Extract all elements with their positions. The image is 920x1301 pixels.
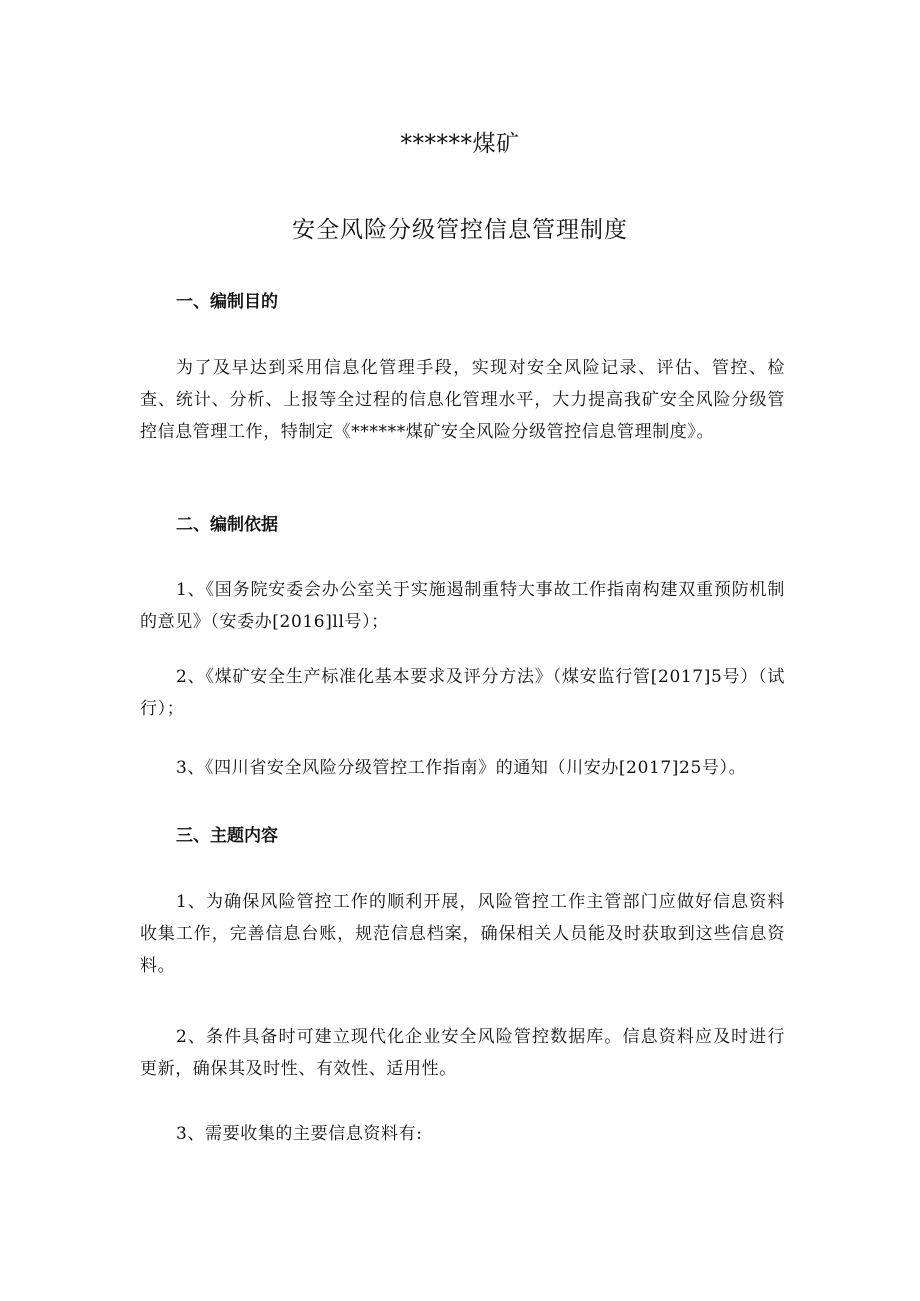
paragraph-content-2: 2、条件具备时可建立现代化企业安全风险管控数据库。信息资料应及时进行更新，确保其及时性、有效性、适用性。 <box>140 1027 785 1079</box>
paragraph-basis-1: 1、《国务院安委会办公室关于实施遏制重特大事故工作指南构建双重预防机制的意见》（安委办[2016]ll号）； <box>140 580 785 632</box>
document-title: ******煤矿 <box>400 131 520 157</box>
section-heading-content: 三、主题内容 <box>176 826 278 846</box>
section-heading-purpose: 一、编制目的 <box>176 292 278 312</box>
document-subtitle: 安全风险分级管控信息管理制度 <box>292 217 628 243</box>
paragraph-basis-3: 3、《四川省安全风险分级管控工作指南》的通知（川安办[2017]25号）。 <box>176 758 747 778</box>
paragraph-content-3: 3、需要收集的主要信息资料有: <box>176 1124 423 1144</box>
paragraph-content-1: 1、为确保风险管控工作的顺利开展，风险管控工作主管部门应做好信息资料收集工作，完善信息台账，规范信息档案，确保相关人员能及时获取到这些信息资料。 <box>140 892 785 976</box>
paragraph-purpose: 为了及早达到采用信息化管理手段，实现对安全风险记录、评估、管控、检查、统计、分析、上报等全过程的信息化管理水平，大力提高我矿安全风险分级管控信息管理工作，特制定《******煤矿安全风险分级管控信息管理制度》。 <box>140 358 785 442</box>
section-heading-basis: 二、编制依据 <box>176 515 278 535</box>
paragraph-basis-2: 2、《煤矿安全生产标准化基本要求及评分方法》（煤安监行管[2017]5号）（试行）； <box>140 667 785 719</box>
